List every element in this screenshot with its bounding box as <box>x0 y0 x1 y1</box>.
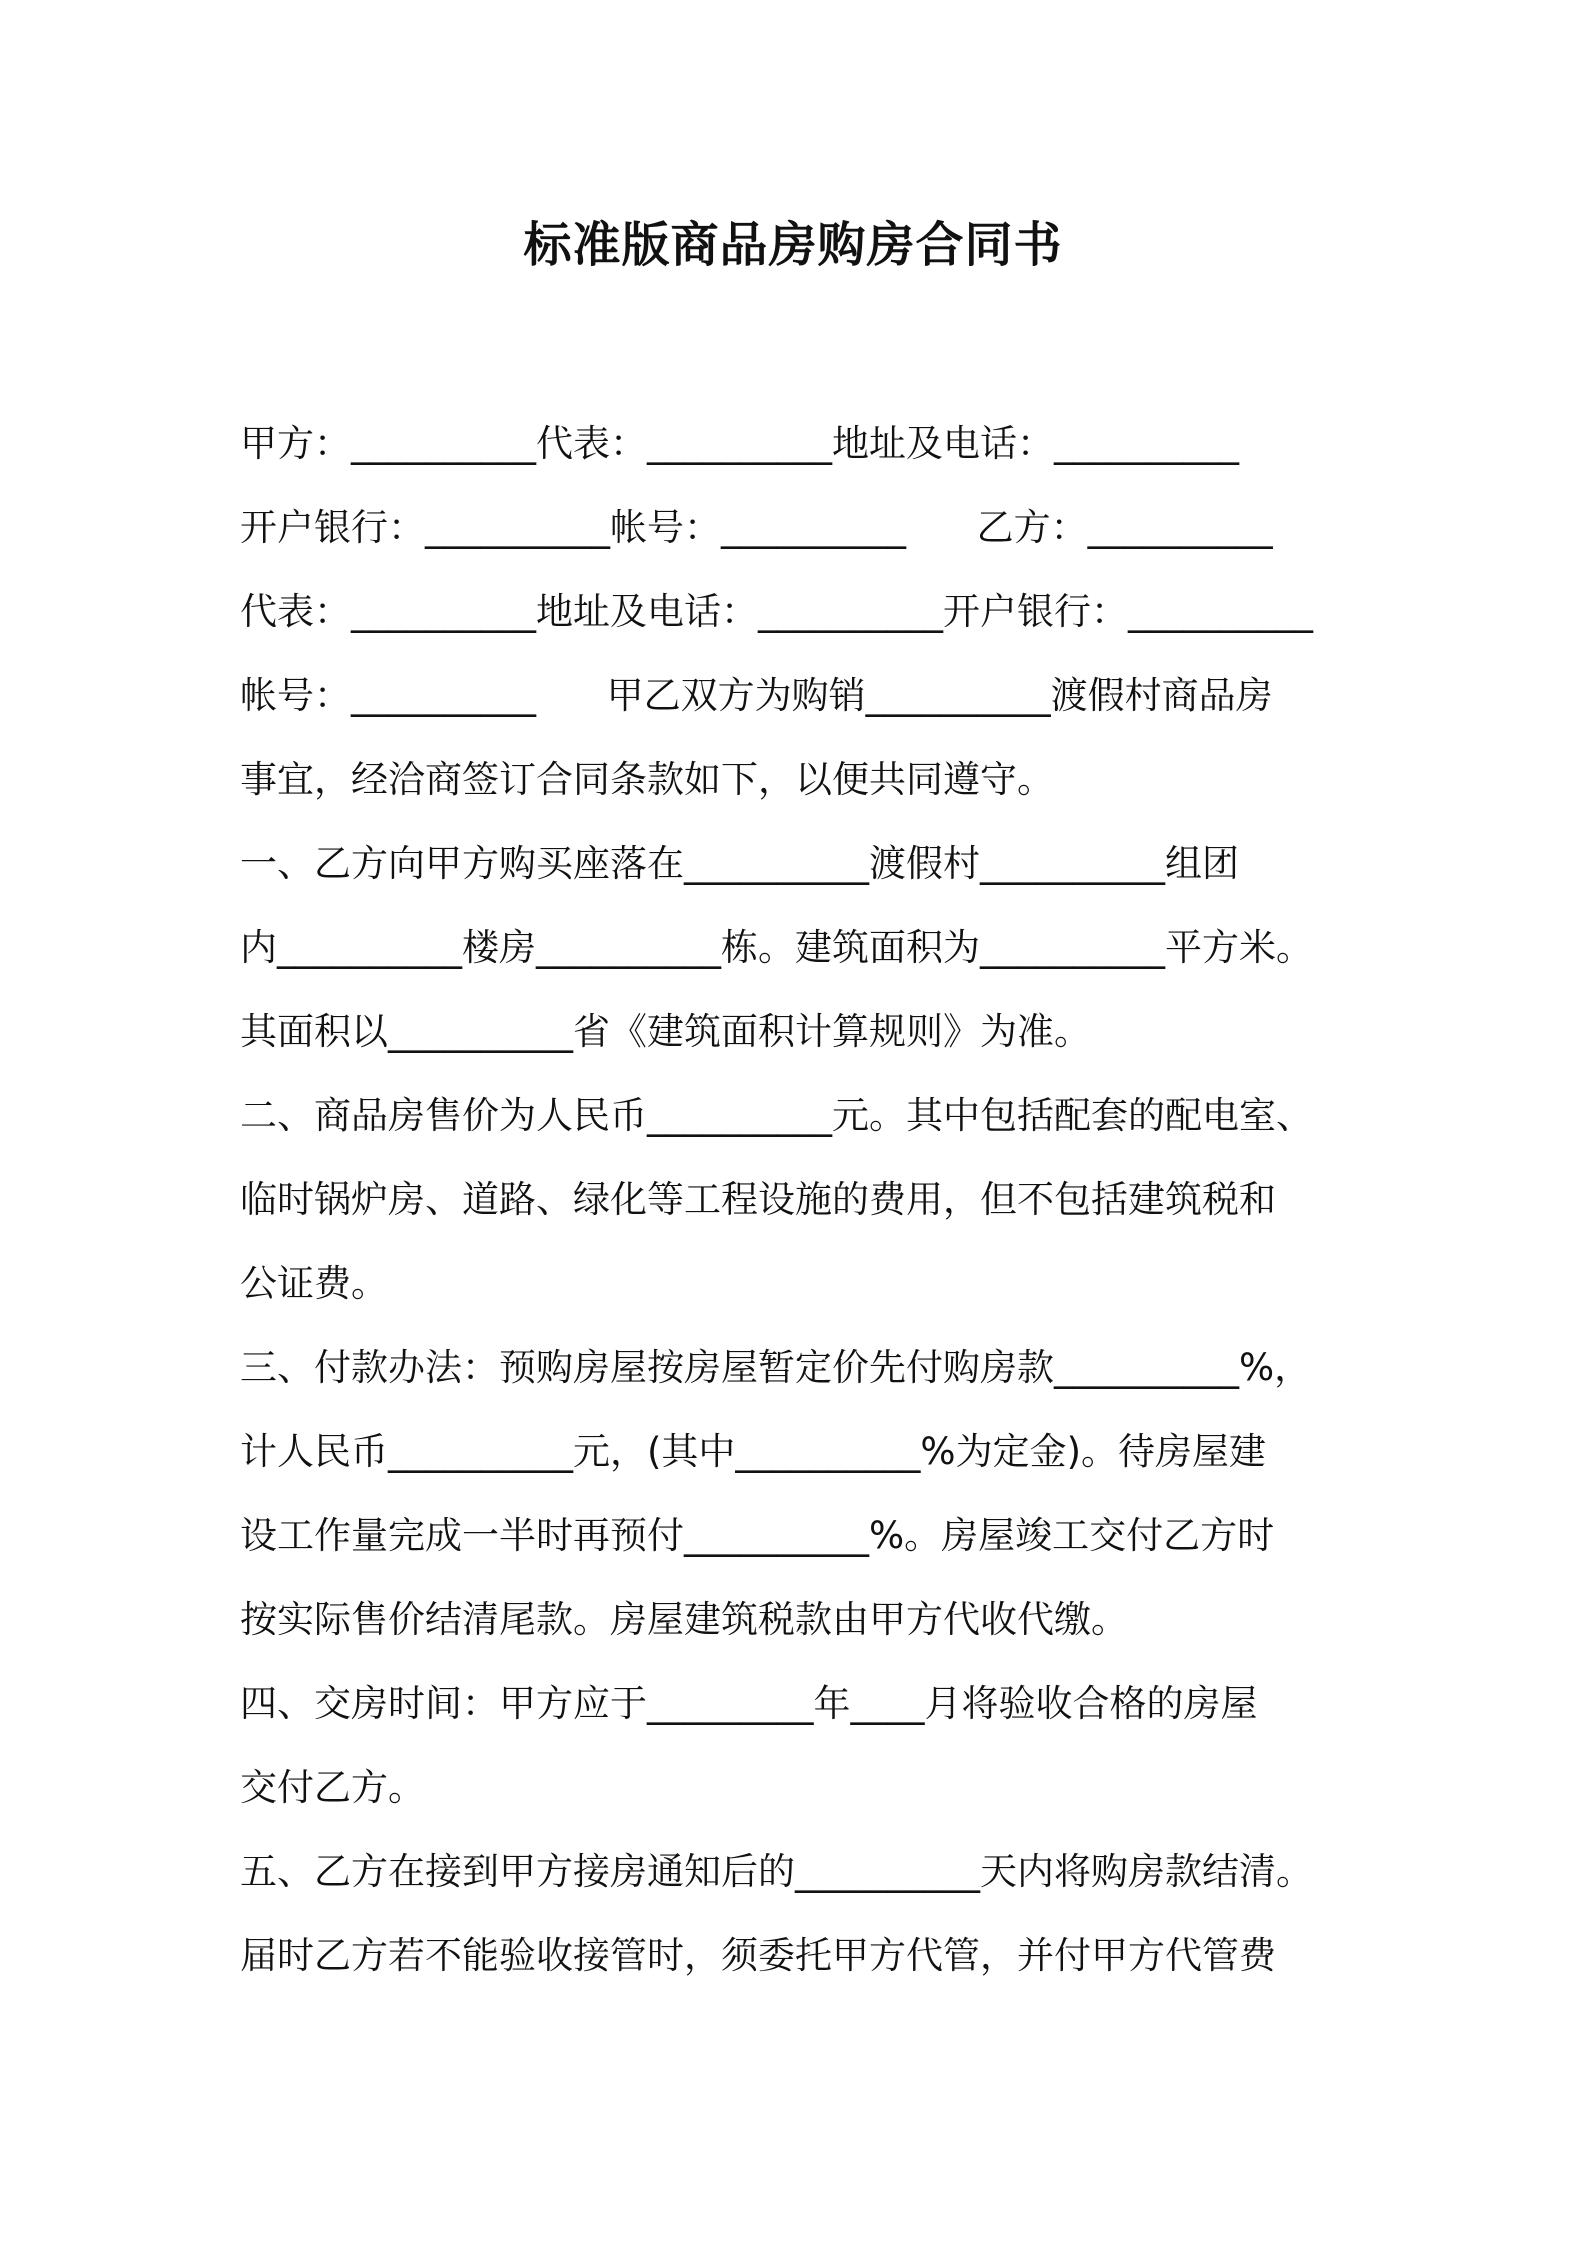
contract-line: 公证费。 <box>240 1262 388 1305</box>
contract-line: 按实际售价结清尾款。房屋建筑税款由甲方代收代缴。 <box>240 1598 1128 1641</box>
contract-line: 计人民币__________元，(其中__________%为定金)。待房屋建 <box>240 1430 1267 1473</box>
contract-line: 代表：__________地址及电话：__________开户银行：__________ <box>240 590 1313 633</box>
contract-line: 一、乙方向甲方购买座落在__________渡假村__________组团 <box>240 842 1239 885</box>
contract-line: 设工作量完成一半时再预付__________%。房屋竣工交付乙方时 <box>240 1514 1275 1557</box>
contract-line: 四、交房时间：甲方应于_________年____月将验收合格的房屋 <box>240 1682 1258 1725</box>
contract-line: 事宜，经洽商签订合同条款如下，以便共同遵守。 <box>240 758 1054 801</box>
contract-line: 帐号：__________ 甲乙双方为购销__________渡假村商品房 <box>240 674 1273 717</box>
document-title: 标准版商品房购房合同书 <box>523 217 1063 273</box>
contract-line: 临时锅炉房、道路、绿化等工程设施的费用，但不包括建筑税和 <box>240 1178 1276 1221</box>
contract-line: 甲方：__________代表：__________地址及电话：__________ <box>240 422 1239 465</box>
contract-line: 开户银行：__________帐号：__________ 乙方：__________ <box>240 506 1273 549</box>
contract-line: 交付乙方。 <box>240 1766 425 1809</box>
contract-line: 其面积以__________省《建筑面积计算规则》为准。 <box>240 1010 1091 1053</box>
contract-body <box>240 402 1380 1998</box>
contract-line: 内__________楼房__________栋。建筑面积为__________平方米。 <box>240 926 1313 969</box>
contract-line: 三、付款办法：预购房屋按房屋暂定价先付购房款__________%， <box>240 1346 1312 1389</box>
contract-line: 届时乙方若不能验收接管时，须委托甲方代管，并付甲方代管费 <box>240 1934 1276 1977</box>
contract-line: 二、商品房售价为人民币__________元。其中包括配套的配电室、 <box>240 1094 1313 1137</box>
contract-line: 五、乙方在接到甲方接房通知后的__________天内将购房款结清。 <box>240 1850 1313 1893</box>
